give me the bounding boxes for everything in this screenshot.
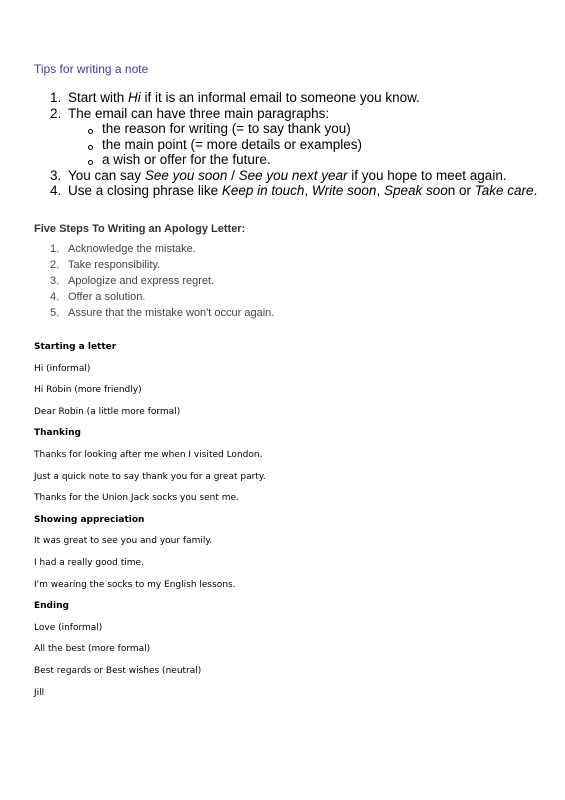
- apology-step: [50, 305, 274, 321]
- apology-step: [50, 273, 274, 289]
- tips-title: Tips for writing a note: [34, 62, 149, 76]
- phrase-line: Thanks for looking after me when I visited London.: [34, 449, 263, 460]
- phrase-line: Jill: [34, 687, 45, 698]
- apology-step-number: 1.: [50, 243, 60, 255]
- tip-text: ,: [304, 183, 312, 198]
- phrase-heading: Thanking: [34, 428, 81, 439]
- tip-text: Start with: [68, 90, 129, 105]
- tip-item: [50, 183, 550, 199]
- phrase-line: I had a really good time.: [34, 557, 144, 568]
- phrases-section: [34, 342, 534, 709]
- phrase-line: It was great to see you and your family.: [34, 536, 213, 547]
- phrase-line: Thanks for the Union Jack socks you sent me.: [34, 493, 239, 504]
- phrase-heading: Ending: [34, 601, 69, 612]
- tip-sub-text: the main point (= more details or examples): [102, 136, 362, 152]
- tip-number: 4.: [50, 183, 62, 198]
- apology-step-number: 3.: [50, 275, 60, 287]
- tip-sub-text: the reason for writing (= to say thank you): [102, 121, 351, 136]
- phrase-line: All the best (more formal): [34, 644, 151, 655]
- tip-text: .: [533, 183, 538, 198]
- tip-italic-text: Keep in touch: [221, 183, 305, 198]
- apology-step-number: 5.: [50, 307, 60, 319]
- phrase-line: Dear Robin (a little more formal): [34, 406, 181, 417]
- tip-number: 3.: [50, 167, 62, 183]
- apology-title: Five Steps To Writing an Apology Letter:: [34, 223, 246, 235]
- tip-text: Use a closing phrase like: [68, 183, 222, 198]
- apology-step-number: 4.: [50, 291, 60, 303]
- phrase-line: Just a quick note to say thank you for a great party.: [34, 471, 266, 482]
- tip-text: if you hope to meet again.: [347, 167, 507, 183]
- apology-step-text: Take responsibility.: [68, 259, 161, 271]
- tip-item: [50, 106, 550, 168]
- tip-italic-text: Hi: [128, 90, 141, 105]
- phrase-line: Hi (informal): [34, 363, 91, 374]
- tip-number: 1.: [50, 90, 62, 105]
- tip-text: The email can have three main paragraphs:: [68, 105, 330, 121]
- tip-item: [50, 90, 550, 106]
- tip-italic-text: Take care: [474, 183, 534, 198]
- circle-bullet-icon: [88, 129, 93, 134]
- tip-italic-text: See you next year: [238, 167, 348, 183]
- tips-list: [50, 90, 550, 199]
- tip-text: /: [227, 167, 239, 183]
- tip-sub-item: [68, 137, 550, 153]
- tip-number: 2.: [50, 105, 62, 121]
- phrase-heading: Showing appreciation: [34, 514, 145, 525]
- tip-italic-text: Speak soo: [383, 183, 448, 198]
- apology-steps-list: [50, 241, 274, 321]
- circle-bullet-icon: [88, 145, 93, 150]
- tip-text: if it is an informal email to someone you know.: [140, 90, 420, 105]
- phrase-line: Hi Robin (more friendly): [34, 385, 142, 396]
- tip-italic-text: See you soon: [144, 167, 228, 183]
- tip-item: [50, 168, 550, 184]
- tip-text: n or: [447, 183, 475, 198]
- apology-step: [50, 289, 274, 305]
- tip-sub-item: [68, 152, 550, 168]
- apology-step-number: 2.: [50, 259, 60, 271]
- tip-text: You can say: [68, 167, 145, 183]
- apology-step-text: Assure that the mistake won't occur again.: [68, 307, 275, 319]
- phrase-heading: Starting a letter: [34, 342, 117, 352]
- tip-sub-list: [68, 121, 550, 168]
- tip-sub-item: [68, 121, 550, 137]
- tip-sub-text: a wish or offer for the future.: [102, 152, 271, 167]
- apology-step: [50, 257, 274, 273]
- apology-step-text: Offer a solution.: [68, 291, 146, 303]
- apology-step-text: Apologize and express regret.: [68, 275, 215, 287]
- tip-text: ,: [376, 183, 384, 198]
- phrase-line: Love (informal): [34, 622, 103, 633]
- apology-step-text: Acknowledge the mistake.: [68, 243, 196, 255]
- apology-step: [50, 241, 274, 257]
- phrase-line: Best regards or Best wishes (neutral): [34, 665, 202, 676]
- tip-italic-text: Write soon: [311, 183, 377, 198]
- circle-bullet-icon: [88, 160, 93, 165]
- phrase-line: I'm wearing the socks to my English lessons.: [34, 579, 236, 590]
